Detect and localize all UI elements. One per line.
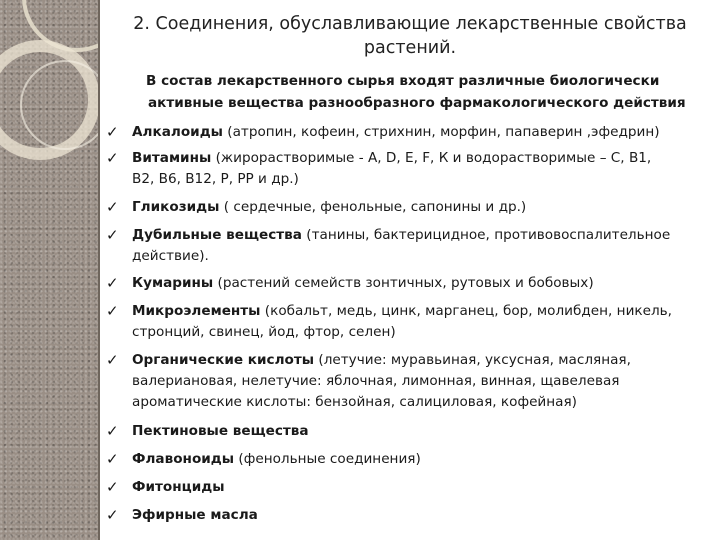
sidebar-divider	[98, 0, 100, 540]
item-term: Пектиновые вещества	[132, 423, 309, 439]
item-term: Флавоноиды	[132, 451, 235, 467]
item-desc: ( сердечные, фенольные, сапонины и др.)	[219, 199, 527, 215]
item-term: Витамины	[132, 150, 212, 166]
checkmark-icon: ✓	[106, 226, 119, 244]
item-term: Алкалоиды	[132, 124, 223, 140]
decorative-sidebar	[0, 0, 98, 540]
item-desc: (летучие: муравьиная, уксусная, масляная,	[314, 352, 631, 368]
item-term: Гликозиды	[132, 199, 220, 215]
checkmark-icon: ✓	[106, 123, 119, 141]
checkmark-icon: ✓	[106, 149, 119, 167]
item-desc: (атропин, кофеин, стрихнин, морфин, папаверин ,эфедрин)	[222, 124, 660, 140]
slide-title	[100, 12, 720, 60]
checkmark-icon: ✓	[106, 422, 119, 440]
item-term: Эфирные масла	[132, 507, 258, 523]
intro-line: В состав лекарственного сырья входят различные биологически	[146, 73, 660, 89]
checkmark-icon: ✓	[106, 478, 119, 496]
item-desc: (растений семейств зонтичных, рутовых и бобовых)	[213, 275, 594, 291]
checkmark-icon: ✓	[106, 506, 119, 524]
item-desc: стронций, свинец, йод, фтор, селен)	[132, 324, 396, 340]
item-desc: (жирорастворимые - А, D, Е, F, К и водорастворимые – С, В1,	[211, 150, 652, 166]
item-term: Дубильные вещества	[132, 227, 302, 243]
item-desc: В2, В6, В12, Р, РР и др.)	[132, 171, 299, 187]
intro-line: активные вещества разнообразного фармакологического действия	[148, 95, 686, 111]
item-desc: (фенольные соединения)	[234, 451, 421, 467]
item-desc: ароматические кислоты: бензойная, салициловая, кофейная)	[132, 394, 577, 410]
item-desc: (танины, бактерицидное, противовоспалительное	[301, 227, 671, 243]
checkmark-icon: ✓	[106, 274, 119, 292]
checkmark-icon: ✓	[106, 351, 119, 369]
item-term: Органические кислоты	[132, 352, 315, 368]
slide-title-line: растений.	[363, 38, 457, 58]
checkmark-icon: ✓	[106, 302, 119, 320]
item-term: Микроэлементы	[132, 303, 261, 319]
item-term: Фитонциды	[132, 479, 225, 495]
checkmark-icon: ✓	[106, 198, 119, 216]
item-desc: валериановая, нелетучие: яблочная, лимонная, винная, щавелевая	[132, 373, 620, 389]
item-term: Кумарины	[132, 275, 214, 291]
slide-title-line: 2. Соединения, обуславливающие лекарственные свойства	[133, 14, 687, 34]
checkmark-icon: ✓	[106, 450, 119, 468]
intro-paragraph	[146, 70, 716, 114]
item-desc: действие).	[132, 248, 209, 264]
item-desc: (кобальт, медь, цинк, марганец, бор, молибден, никель,	[260, 303, 673, 319]
